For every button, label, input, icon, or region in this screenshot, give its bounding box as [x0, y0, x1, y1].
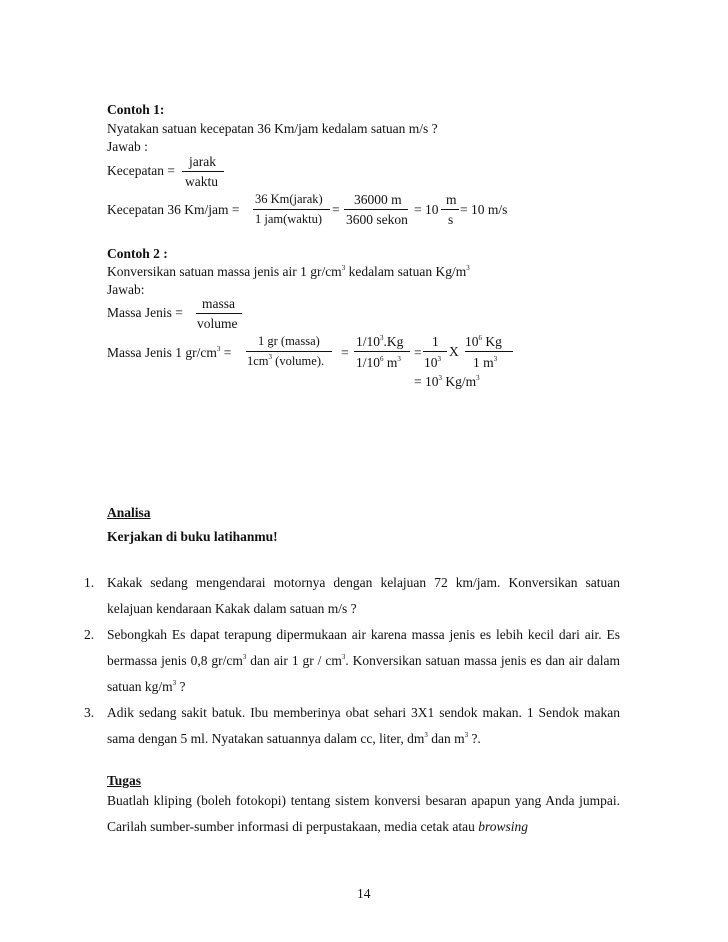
example1-formula-denominator: waktu: [185, 174, 218, 189]
page-number: 14: [357, 886, 371, 901]
example1-equals: =: [332, 202, 340, 217]
example1-f1-denominator: 1 jam(waktu): [255, 212, 322, 226]
item-number: 3.: [84, 705, 95, 720]
fraction-bar: [465, 351, 513, 352]
task-heading: Tugas: [107, 773, 142, 788]
task-text: Buatlah kliping (boleh fotokopi) tentang sistem konversi besaran apapun yang Anda jumpai. Carilah sumber-sumber informasi di perpustakaan, media cetak atau browsing: [107, 793, 620, 834]
example2-formula-denominator: volume: [197, 316, 238, 331]
example1-formula-numerator: jarak: [189, 154, 216, 169]
fraction-bar: [423, 351, 447, 352]
item-number: 2.: [84, 627, 95, 642]
example1-equals-10: = 10: [414, 202, 439, 217]
example1-formula-label: Kecepatan =: [107, 163, 175, 178]
fraction-bar: [354, 351, 410, 352]
fraction-bar: [246, 351, 332, 352]
list-item: [84, 700, 620, 752]
item-number: 1.: [84, 575, 95, 590]
example1-calc-label: Kecepatan 36 Km/jam =: [107, 202, 240, 217]
fraction-bar: [253, 209, 330, 210]
list-item: [84, 622, 620, 700]
fraction-bar: [182, 171, 224, 172]
exercise-list: [84, 570, 620, 752]
example2-result: = $10^3$ $Kg/m^3$: [414, 374, 480, 389]
example1-f2-denominator: 3600 sekon: [346, 212, 408, 227]
fraction-bar: [196, 313, 242, 314]
example2-f4-numerator: $10^6$ Kg: [465, 334, 502, 349]
example1-f1-numerator: 36 Km(jarak): [255, 192, 323, 206]
example2-calc-label: Massa Jenis 1 $gr/cm^3$ =: [107, 345, 232, 360]
example2-formula-label: Massa Jenis =: [107, 305, 183, 320]
item-text: Kakak sedang mengendarai motornya dengan kelajuan 72 km/jam. Konversikan satuan kelajuan kendaraan Kakak dalam satuan m/s ?: [107, 575, 620, 616]
fraction-bar: [344, 209, 408, 210]
list-item: [84, 570, 620, 622]
example2-f2-denominator: $1/10^6$ $m^3$: [356, 355, 401, 370]
example1-f2-numerator: 36000 m: [354, 192, 402, 207]
example2-heading: Contoh 2 :: [107, 246, 168, 261]
example1-question: Nyatakan satuan kecepatan 36 Km/jam kedalam satuan m/s ?: [107, 121, 438, 136]
example2-question: Konversikan satuan massa jenis air 1 $gr/cm^3$ kedalam satuan $Kg/m^3$: [107, 264, 470, 279]
example1-heading: Contoh 1:: [107, 102, 165, 117]
fraction-bar: [441, 209, 459, 210]
example2-f4-denominator: 1 $m^3$: [473, 355, 498, 370]
example2-equals: =: [341, 345, 349, 360]
example1-f3-numerator: m: [446, 192, 457, 207]
example2-times: X: [449, 344, 459, 359]
example2-f1-numerator: 1 gr (massa): [258, 334, 320, 348]
analysis-instruction: Kerjakan di buku latihanmu!: [107, 529, 278, 544]
example2-answer-label: Jawab:: [107, 282, 145, 297]
example2-f1-denominator: $1cm^3$ (volume).: [247, 353, 325, 368]
example2-f3-denominator: $10^3$: [424, 355, 441, 370]
example1-result: = 10 m/s: [460, 202, 508, 217]
example2-f2-numerator: $1/10^3.Kg$: [356, 334, 404, 349]
example2-formula-numerator: massa: [202, 296, 235, 311]
item-text: Adik sedang sakit batuk. Ibu memberinya obat sehari 3X1 sendok makan. 1 Sendok makan sama dengan 5 ml. Nyatakan satuannya dalam cc, liter, $dm^3$ dan $m^3$ ?.: [107, 705, 620, 746]
example1-f3-denominator: s: [448, 212, 454, 227]
example2-f3-numerator: 1: [432, 334, 439, 349]
example1-answer-label: Jawab :: [107, 139, 148, 154]
example2-equals-2: =: [414, 345, 422, 360]
item-text: Sebongkah Es dapat terapung dipermukaan air karena massa jenis es lebih kecil dari air. Es bermassa jenis 0,8 $gr/cm^3$ dan air 1 gr / $cm^3$. Konversikan satuan massa jenis es dan air dalam satuan $kg/m^3$ ?: [107, 627, 620, 694]
analysis-heading: Analisa: [107, 505, 151, 520]
